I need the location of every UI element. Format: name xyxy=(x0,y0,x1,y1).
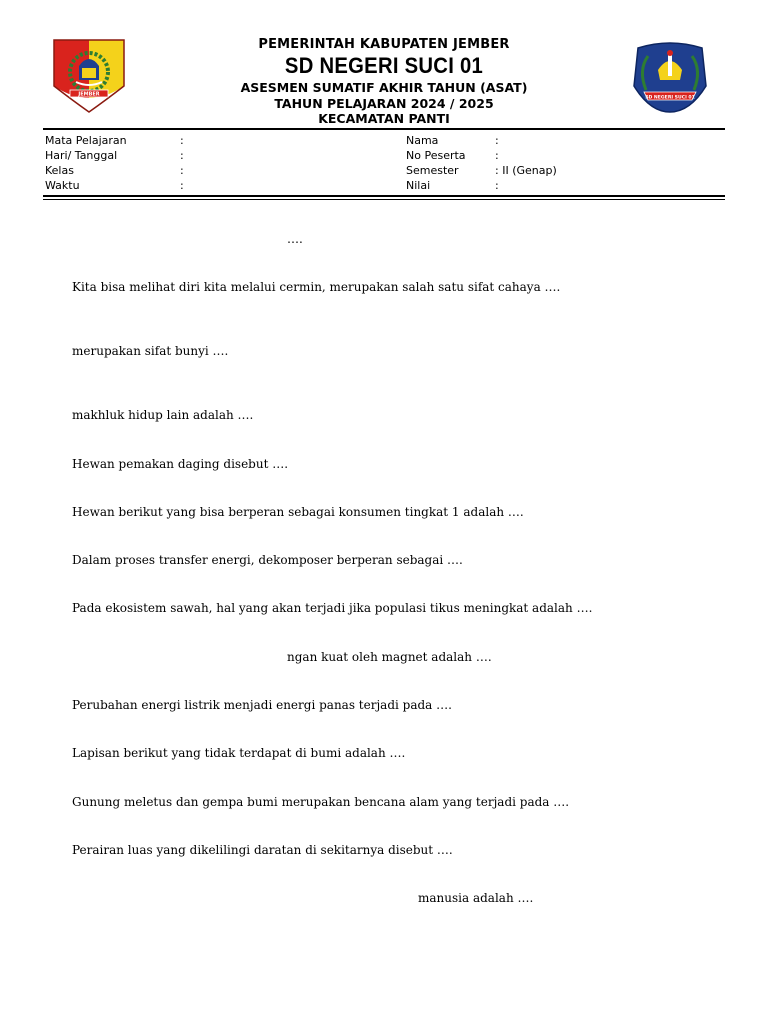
question-item: makhluk hidup lain adalah …. xyxy=(72,408,254,422)
student-info-block xyxy=(45,133,725,193)
question-item: Perairan luas yang dikelilingi daratan di sekitarnya disebut …. xyxy=(72,843,453,857)
question-item: Dalam proses transfer energi, dekomposer berperan sebagai …. xyxy=(72,553,463,567)
right-logo-text: SD NEGERI SUCI 01 xyxy=(645,95,695,101)
info-field-right[interactable]: : xyxy=(495,179,499,192)
question-item: Perubahan energi listrik menjadi energi panas terjadi pada …. xyxy=(72,698,452,712)
info-field-left[interactable]: : xyxy=(180,164,184,177)
info-field-left[interactable]: : xyxy=(180,134,184,147)
left-logo-text: JEMBER xyxy=(78,91,100,98)
info-label-right: No Peserta xyxy=(406,149,466,162)
info-label-left: Kelas xyxy=(45,164,74,177)
info-field-left[interactable]: : xyxy=(180,179,184,192)
info-label-right: Nama xyxy=(406,134,439,147)
school-emblem xyxy=(630,40,710,114)
academic-year: TAHUN PELAJARAN 2024 / 2025 xyxy=(274,96,494,111)
header-divider-top xyxy=(43,128,725,130)
question-item: Hewan pemakan daging disebut …. xyxy=(72,457,289,471)
info-label-left: Waktu xyxy=(45,179,80,192)
question-item: Lapisan berikut yang tidak terdapat di bumi adalah …. xyxy=(72,746,406,760)
exam-title: ASESMEN SUMATIF AKHIR TAHUN (ASAT) xyxy=(240,80,528,95)
question-item: Hewan berikut yang bisa berperan sebagai konsumen tingkat 1 adalah …. xyxy=(72,505,524,519)
info-label-left: Mata Pelajaran xyxy=(45,134,127,147)
info-field-right[interactable]: : xyxy=(495,149,499,162)
school-name: SD NEGERI SUCI 01 xyxy=(284,53,484,78)
header-divider-bottom-thin xyxy=(43,199,725,200)
question-item: manusia adalah …. xyxy=(418,891,534,905)
info-label-right: Semester xyxy=(406,164,459,177)
government-name: PEMERINTAH KABUPATEN JEMBER xyxy=(258,37,510,52)
question-item: Gunung meletus dan gempa bumi merupakan bencana alam yang terjadi pada …. xyxy=(72,795,570,809)
info-field-right[interactable]: : II (Genap) xyxy=(495,164,557,177)
info-field-right[interactable]: : xyxy=(495,134,499,147)
question-item: …. xyxy=(287,232,303,246)
info-label-left: Hari/ Tanggal xyxy=(45,149,118,162)
question-item: ngan kuat oleh magnet adalah …. xyxy=(287,650,492,664)
question-item: merupakan sifat bunyi …. xyxy=(72,344,229,358)
question-item: Pada ekosistem sawah, hal yang akan terjadi jika populasi tikus meningkat adalah …. xyxy=(72,601,593,615)
info-field-left[interactable]: : xyxy=(180,149,184,162)
header-divider-bottom xyxy=(43,195,725,197)
info-label-right: Nilai xyxy=(406,179,431,192)
exam-header xyxy=(0,0,768,200)
question-item: Kita bisa melihat diri kita melalui cermin, merupakan salah satu sifat cahaya …. xyxy=(72,280,561,294)
district-name: KECAMATAN PANTI xyxy=(318,111,450,126)
